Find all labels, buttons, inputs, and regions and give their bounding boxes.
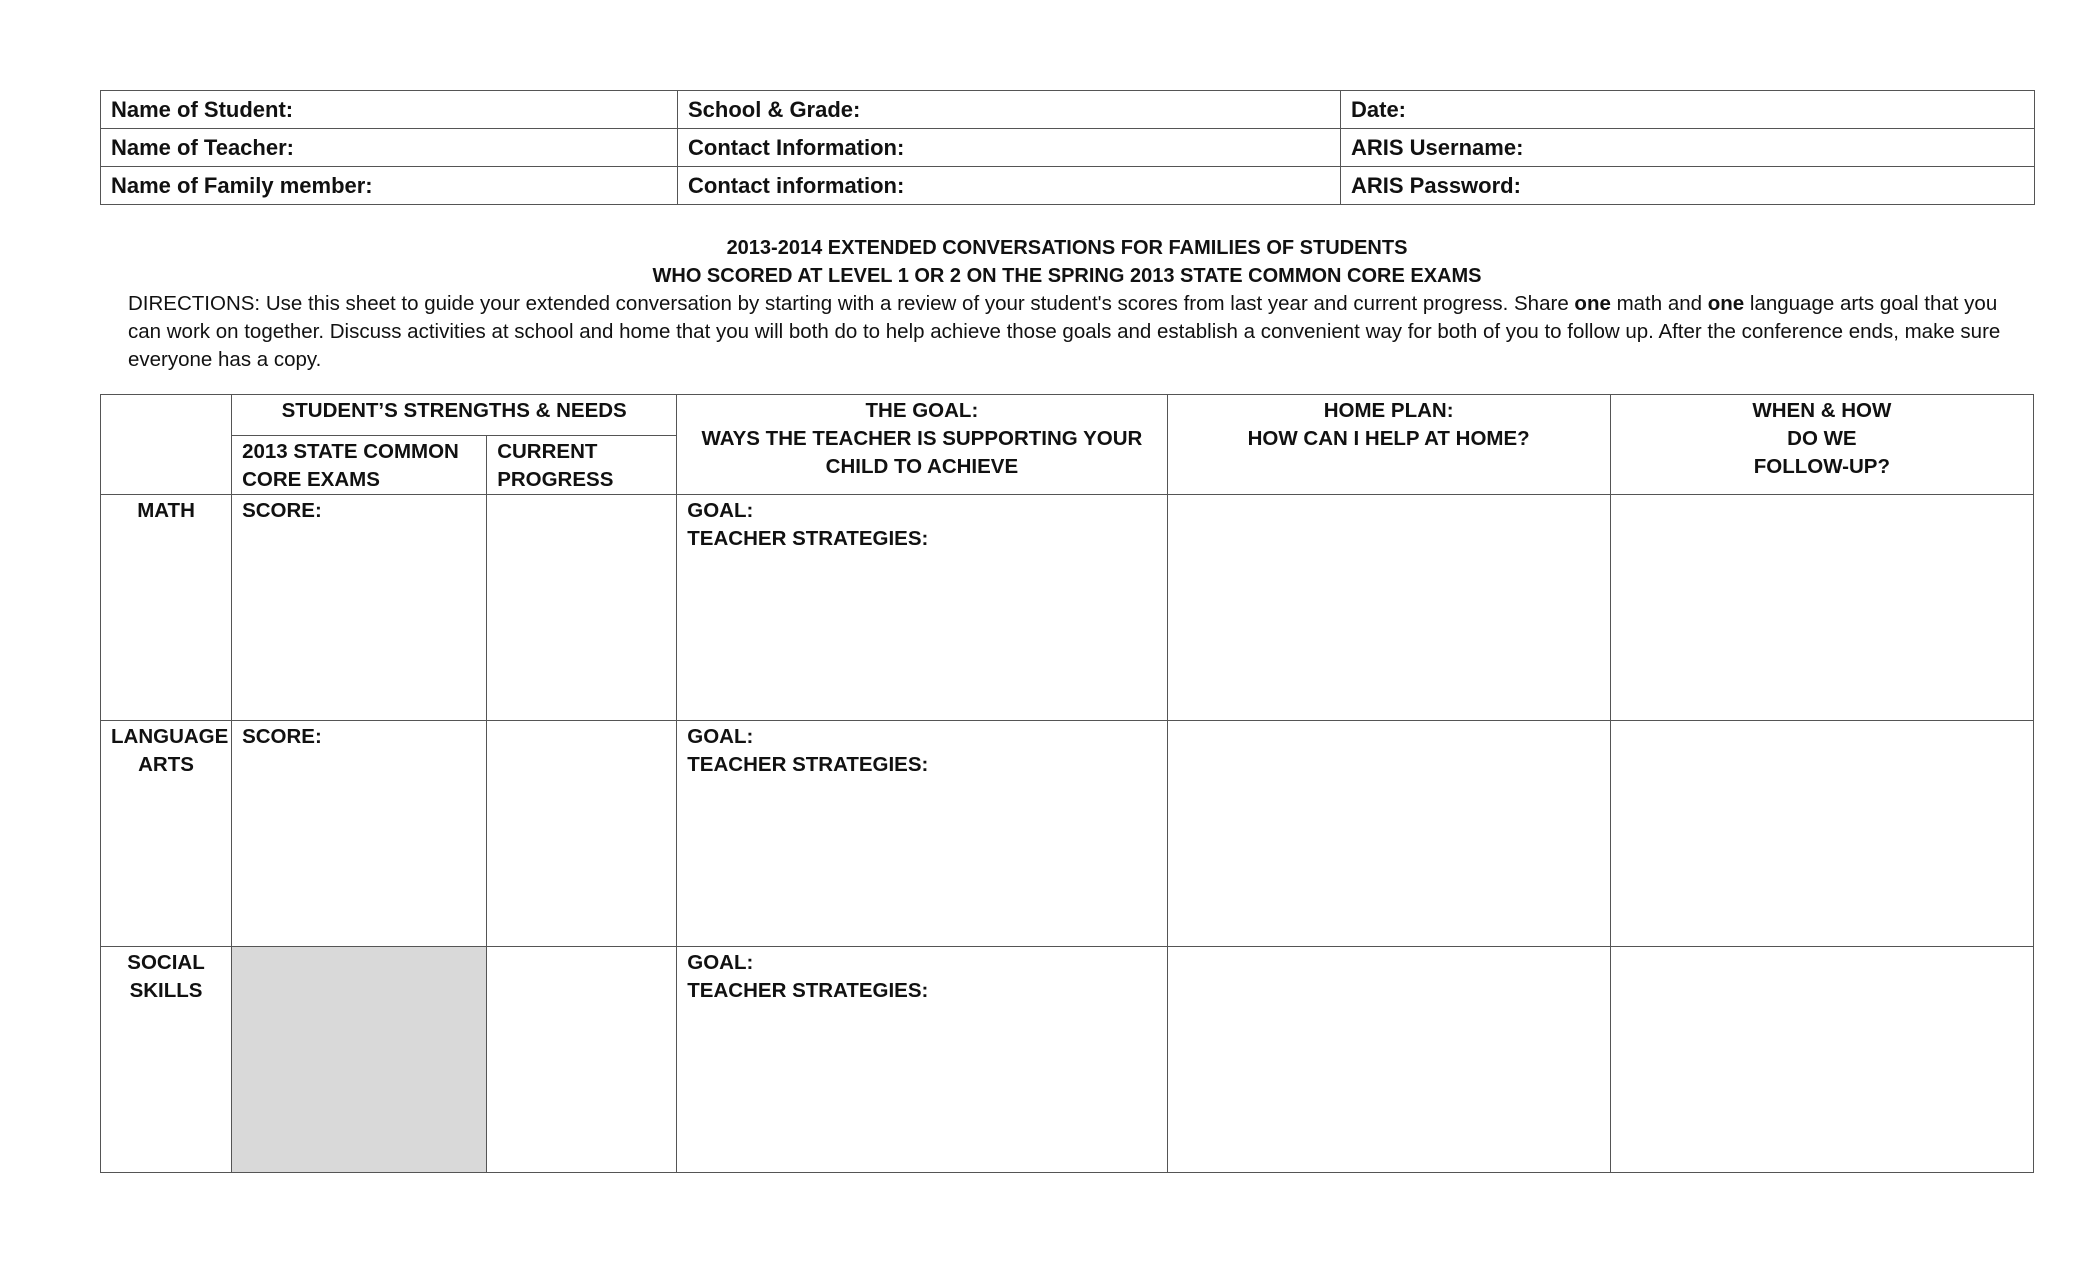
- goal-label: GOAL:: [687, 499, 754, 522]
- follow-up-header: [1610, 395, 2033, 495]
- goal-label: GOAL:: [687, 725, 754, 748]
- follow-header-line-3: FOLLOW-UP?: [1753, 455, 1890, 478]
- directions-emphasis-1: one: [1574, 292, 1611, 315]
- goal-cell-math[interactable]: [677, 495, 1167, 721]
- follow-header-line-2: DO WE: [1787, 427, 1857, 450]
- info-row: [101, 91, 2035, 129]
- progress-cell-language-arts[interactable]: [487, 721, 677, 947]
- strategies-label: TEACHER STRATEGIES:: [687, 979, 929, 1002]
- school-grade-field[interactable]: School & Grade:: [678, 91, 1341, 129]
- goal-label: GOAL:: [687, 951, 754, 974]
- progress-cell-math[interactable]: [487, 495, 677, 721]
- document-title: [100, 234, 2034, 290]
- directions-emphasis-2: one: [1707, 292, 1745, 315]
- progress-cell-social-skills[interactable]: [487, 947, 677, 1173]
- family-contact-field[interactable]: Contact information:: [678, 167, 1341, 205]
- subject-label-math: MATH: [101, 495, 232, 721]
- info-row: [101, 167, 2035, 205]
- score-cell-language-arts[interactable]: SCORE:: [232, 721, 487, 947]
- home-header-line-1: HOME PLAN:: [1323, 399, 1454, 422]
- conversation-plan-table: [100, 394, 2034, 1173]
- home-header-line-2: HOW CAN I HELP AT HOME?: [1247, 427, 1530, 450]
- aris-password-field[interactable]: ARIS Password:: [1341, 167, 2035, 205]
- goal-cell-language-arts[interactable]: [677, 721, 1167, 947]
- follow-header-line-1: WHEN & HOW: [1752, 399, 1892, 422]
- follow-up-cell-math[interactable]: [1610, 495, 2033, 721]
- date-field[interactable]: Date:: [1341, 91, 2035, 129]
- strategies-label: TEACHER STRATEGIES:: [687, 527, 929, 550]
- follow-up-cell-social-skills[interactable]: [1610, 947, 2033, 1173]
- strategies-label: TEACHER STRATEGIES:: [687, 753, 929, 776]
- directions-text-3: language arts goal that you can work on together. Discuss activities at school and home that you will both do to help achieve those goals and establish a convenient way for both of you to follow up. After the conference ends, make sure everyone has a copy.: [128, 292, 2001, 371]
- table-row-math: [101, 495, 2034, 721]
- strengths-needs-header: STUDENT’S STRENGTHS & NEEDS: [232, 395, 677, 436]
- subject-header-cell: [101, 395, 232, 495]
- table-row-social-skills: [101, 947, 2034, 1173]
- goal-header: [677, 395, 1167, 495]
- student-info-table: [100, 90, 2035, 205]
- score-cell-social-skills-shaded: [232, 947, 487, 1173]
- info-row: [101, 129, 2035, 167]
- home-plan-cell-language-arts[interactable]: [1167, 721, 1610, 947]
- header-row: [101, 395, 2034, 436]
- aris-username-field[interactable]: ARIS Username:: [1341, 129, 2035, 167]
- family-member-field[interactable]: Name of Family member:: [101, 167, 678, 205]
- progress-header: CURRENT PROGRESS: [487, 436, 677, 495]
- directions-text-2: math and: [1610, 292, 1708, 315]
- student-name-field[interactable]: Name of Student:: [101, 91, 678, 129]
- directions-paragraph: [128, 290, 2028, 374]
- goal-header-line-2: WAYS THE TEACHER IS SUPPORTING YOUR CHILD TO ACHIEVE: [701, 427, 1143, 478]
- home-plan-header: [1167, 395, 1610, 495]
- goal-cell-social-skills[interactable]: [677, 947, 1167, 1173]
- score-cell-math[interactable]: SCORE:: [232, 495, 487, 721]
- follow-up-cell-language-arts[interactable]: [1610, 721, 2033, 947]
- subject-label-social-skills: SOCIAL SKILLS: [101, 947, 232, 1173]
- title-line-1: 2013-2014 EXTENDED CONVERSATIONS FOR FAMILIES OF STUDENTS: [726, 237, 1408, 259]
- goal-header-line-1: THE GOAL:: [865, 399, 979, 422]
- directions-text-1: DIRECTIONS: Use this sheet to guide your extended conversation by starting with a review of your student's scores from last year and current progress. Share: [128, 292, 1575, 315]
- teacher-name-field[interactable]: Name of Teacher:: [101, 129, 678, 167]
- home-plan-cell-math[interactable]: [1167, 495, 1610, 721]
- subject-label-language-arts: LANGUAGE ARTS: [101, 721, 232, 947]
- home-plan-cell-social-skills[interactable]: [1167, 947, 1610, 1173]
- teacher-contact-field[interactable]: Contact Information:: [678, 129, 1341, 167]
- exams-header: 2013 STATE COMMON CORE EXAMS: [232, 436, 487, 495]
- title-line-2: WHO SCORED AT LEVEL 1 OR 2 ON THE SPRING 2013 STATE COMMON CORE EXAMS: [652, 265, 1482, 287]
- table-row-language-arts: [101, 721, 2034, 947]
